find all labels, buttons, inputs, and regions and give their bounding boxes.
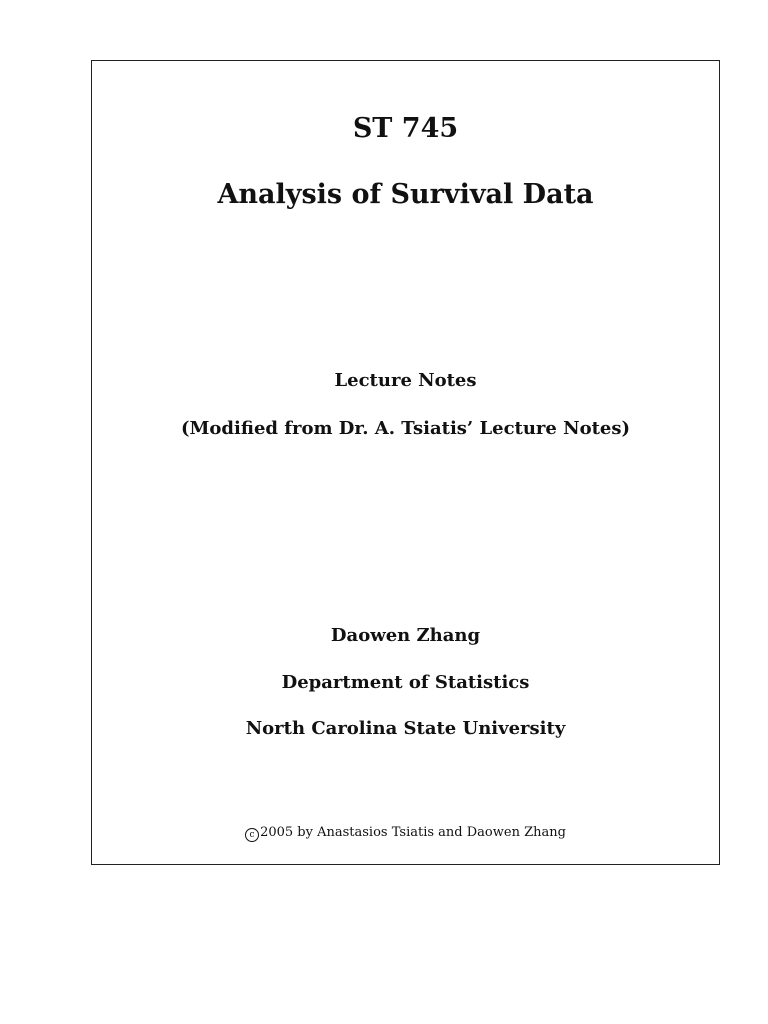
course-title: Analysis of Survival Data: [217, 179, 594, 210]
course-code: ST 745: [352, 113, 459, 144]
university-name: North Carolina State University: [245, 718, 566, 739]
title-page-frame: [91, 60, 720, 865]
author-name: Daowen Zhang: [330, 625, 481, 646]
department-name: Department of Statistics: [281, 672, 530, 693]
copyright-text: 2005 by Anastasios Tsiatis and Daowen Zhang: [260, 825, 566, 840]
notes-label: Lecture Notes: [334, 370, 477, 391]
copyright-notice: [92, 825, 719, 842]
notes-attribution: (Modified from Dr. A. Tsiatis’ Lecture Notes): [180, 418, 631, 439]
copyright-symbol-icon: c: [245, 828, 259, 842]
